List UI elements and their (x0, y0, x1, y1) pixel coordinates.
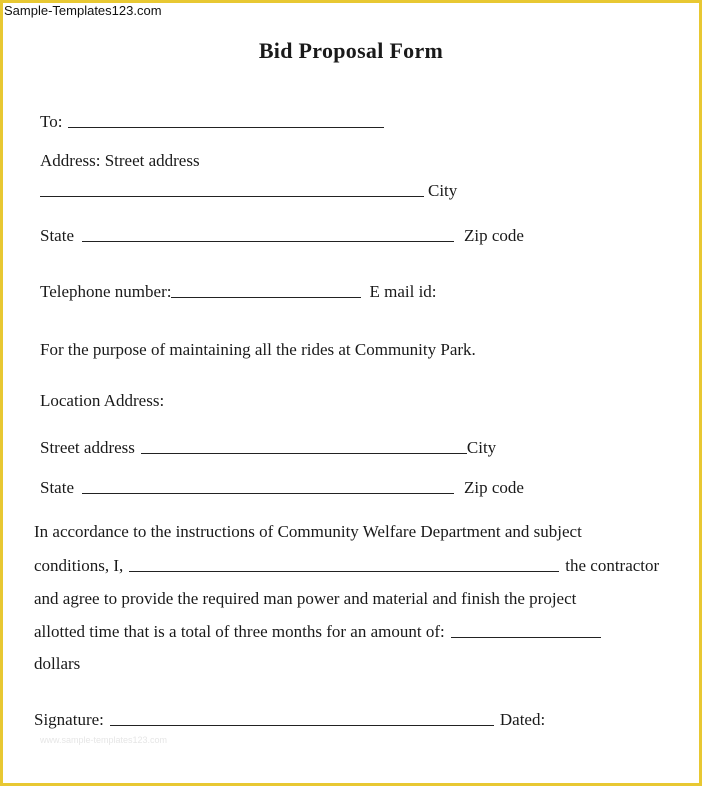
location-label: Location Address: (40, 391, 165, 410)
location-street-field[interactable] (141, 452, 467, 454)
telephone-field[interactable] (171, 296, 361, 298)
location-row (40, 391, 164, 411)
signature-field[interactable] (110, 724, 494, 726)
to-field[interactable] (68, 126, 384, 128)
paragraph-text-5: dollars (34, 654, 81, 673)
location-state-field[interactable] (82, 492, 454, 494)
signature-label: Signature: (34, 710, 104, 729)
paragraph-line-2 (34, 556, 659, 576)
paragraph-text-4: allotted time that is a total of three months for an amount of: (34, 622, 445, 641)
state-field[interactable] (82, 240, 454, 242)
paragraph-text-3: and agree to provide the required man power and material and finish the project (34, 589, 577, 608)
location-zip-label: Zip code (464, 478, 524, 497)
faint-watermark: www.sample-templates123.com (40, 735, 168, 745)
purpose-text: For the purpose of maintaining all the rides at Community Park. (40, 340, 476, 359)
paragraph-line-1 (34, 522, 582, 542)
location-street-label: Street address (40, 438, 135, 457)
paragraph-text-2a: conditions, I, (34, 556, 124, 575)
location-state-label: State (40, 478, 74, 497)
to-label: To: (40, 112, 63, 131)
zip-label: Zip code (464, 226, 524, 245)
paragraph-line-3 (34, 589, 576, 609)
location-city-label: City (466, 438, 497, 457)
paragraph-text-2b: the contractor (565, 556, 660, 575)
email-label: E mail id: (369, 282, 437, 301)
signature-row (34, 710, 545, 730)
paragraph-text-1: In accordance to the instructions of Community Welfare Department and subject (34, 522, 582, 541)
paragraph-line-4 (34, 622, 601, 642)
paragraph-line-5 (34, 654, 80, 674)
contractor-name-field[interactable] (129, 570, 559, 572)
street-city-row (40, 181, 457, 201)
amount-field[interactable] (451, 636, 601, 638)
form-title: Bid Proposal Form (258, 38, 444, 63)
city-label: City (428, 181, 458, 200)
address-row (40, 151, 200, 171)
telephone-label: Telephone number: (40, 282, 172, 301)
location-state-zip-row (40, 478, 524, 498)
address-label: Address: Street address (40, 151, 200, 170)
location-street-row (40, 438, 496, 458)
state-label: State (40, 226, 74, 245)
to-row (40, 112, 384, 132)
state-zip-row (40, 226, 524, 246)
street-address-field[interactable] (40, 195, 424, 197)
purpose-row (40, 340, 476, 360)
dated-label: Dated: (499, 710, 546, 729)
telephone-email-row (40, 282, 437, 302)
site-watermark: Sample-Templates123.com (4, 3, 162, 18)
